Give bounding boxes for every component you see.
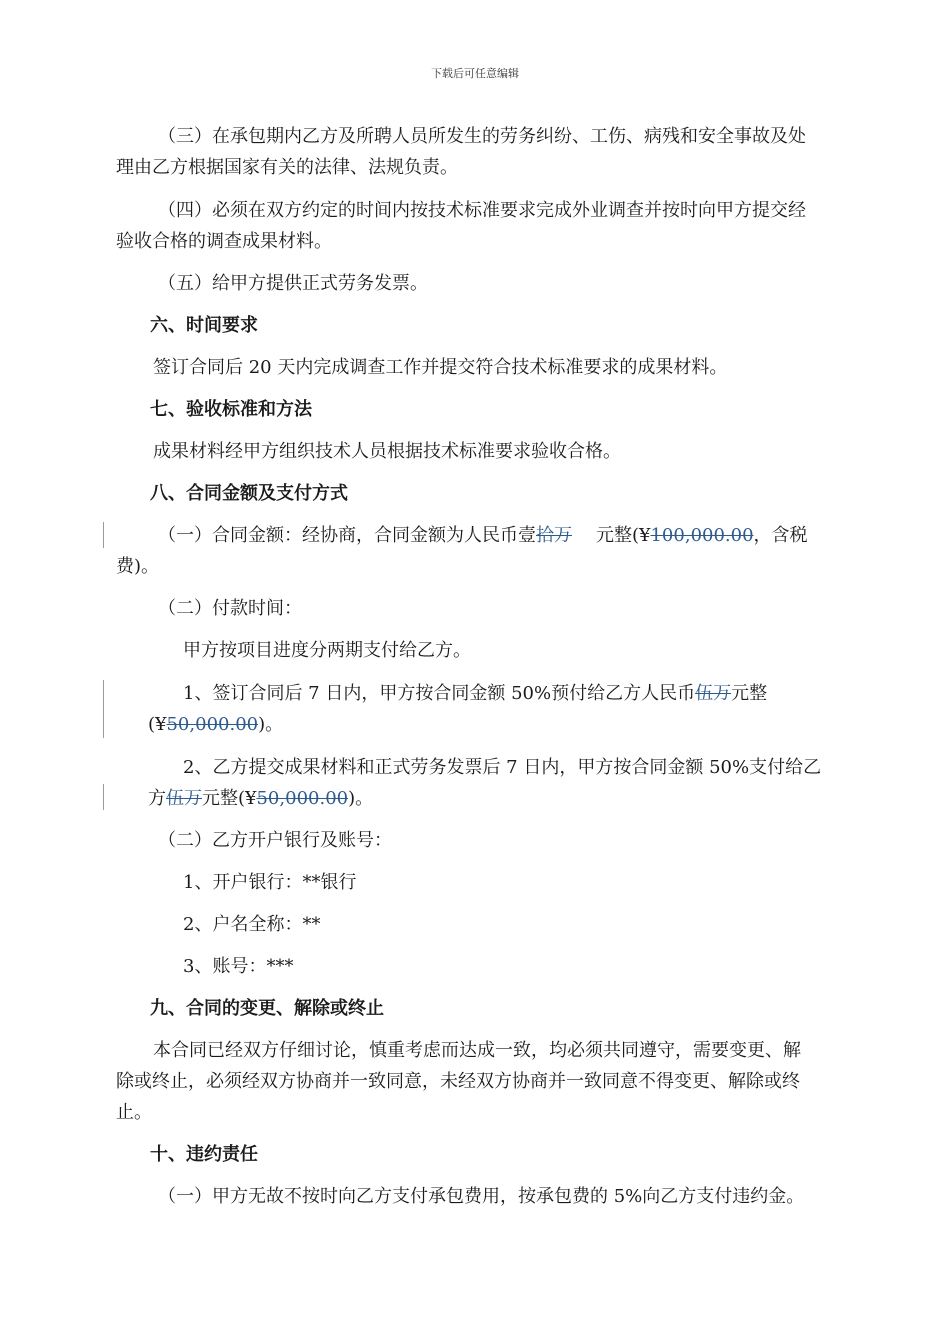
section-9-heading: 九、合同的变更、解除或终止 <box>150 998 384 1019</box>
deleted-amount-figure: 50,000.00 <box>256 788 349 809</box>
bank-name: 1、开户银行：**银行 <box>183 872 357 893</box>
payment-1-text: 1、签订合同后 7 日内，甲方按合同金额 50%预付给乙方人民币 <box>183 683 696 704</box>
payment-2-line-1: 2、乙方提交成果材料和正式劳务发票后 7 日内，甲方按合同金额 50%支付给乙 <box>183 757 822 778</box>
deleted-amount-words: 伍万 <box>166 788 202 809</box>
contract-amount-line-2: 费)。 <box>116 556 160 577</box>
contract-amount-text-3: ，含税 <box>753 525 808 546</box>
payment-stage-text: 甲方按项目进度分两期支付给乙方。 <box>183 640 471 661</box>
payment-1-line-1 <box>183 682 767 706</box>
deleted-amount-words: 拾万 <box>536 525 572 546</box>
payment-1-text-2: 元整 <box>731 683 768 704</box>
section-9-line-3: 止。 <box>116 1102 152 1123</box>
contract-amount-text: （一）合同金额：经协商，合同金额为人民币壹 <box>158 525 536 546</box>
payment-2-text-3: )。 <box>348 788 374 809</box>
section-10-heading: 十、违约责任 <box>150 1144 258 1165</box>
section-6-heading: 六、时间要求 <box>150 315 258 336</box>
account-name: 2、户名全称：** <box>183 914 321 935</box>
deleted-amount-figure: 50,000.00 <box>166 714 259 735</box>
deleted-amount-words: 伍万 <box>695 683 732 704</box>
clause-5: （五）给甲方提供正式劳务发票。 <box>158 273 428 294</box>
payment-2-text-2: 元整(¥ <box>202 788 257 809</box>
payment-2-line-2 <box>148 787 373 811</box>
revision-bar <box>103 522 104 548</box>
clause-4-line-1: （四）必须在双方约定的时间内按技术标准要求完成外业调查并按时向甲方提交经 <box>158 200 806 221</box>
section-9-line-1: 本合同已经双方仔细讨论，慎重考虑而达成一致，均必须共同遵守，需要变更、解 <box>153 1040 801 1061</box>
section-9-line-2: 除或终止，必须经双方协商并一致同意，未经双方协商并一致同意不得变更、解除或终 <box>116 1071 800 1092</box>
payment-time-title: （二）付款时间： <box>158 598 302 619</box>
clause-3-line-2: 理由乙方根据国家有关的法律、法规负责。 <box>116 157 458 178</box>
account-number: 3、账号：*** <box>183 956 294 977</box>
clause-4-line-2: 验收合格的调查成果材料。 <box>116 231 332 252</box>
revision-bar <box>103 784 104 810</box>
payment-2-text: 方 <box>148 788 166 809</box>
page-header: 下载后可任意编辑 <box>431 67 519 80</box>
section-7-heading: 七、验收标准和方法 <box>150 399 312 420</box>
payment-1-text-4: )。 <box>258 714 284 735</box>
payment-1-text-3: (¥ <box>148 714 167 735</box>
contract-amount-line-1 <box>158 524 808 548</box>
contract-amount-text-2: 元整(¥ <box>596 525 651 546</box>
revision-bar <box>103 680 104 738</box>
section-8-heading: 八、合同金额及支付方式 <box>150 483 348 504</box>
clause-3-line-1: （三）在承包期内乙方及所聘人员所发生的劳务纠纷、工伤、病残和安全事故及处 <box>158 126 806 147</box>
section-6-text: 签订合同后 20 天内完成调查工作并提交符合技术标准要求的成果材料。 <box>153 357 728 378</box>
section-10-text: （一）甲方无故不按时向乙方支付承包费用，按承包费的 5%向乙方支付违约金。 <box>158 1186 805 1207</box>
payment-1-line-2 <box>148 713 283 737</box>
deleted-amount-figure: 100,000.00 <box>650 525 754 546</box>
bank-title: （二）乙方开户银行及账号： <box>158 830 392 851</box>
section-7-text: 成果材料经甲方组织技术人员根据技术标准要求验收合格。 <box>153 441 621 462</box>
